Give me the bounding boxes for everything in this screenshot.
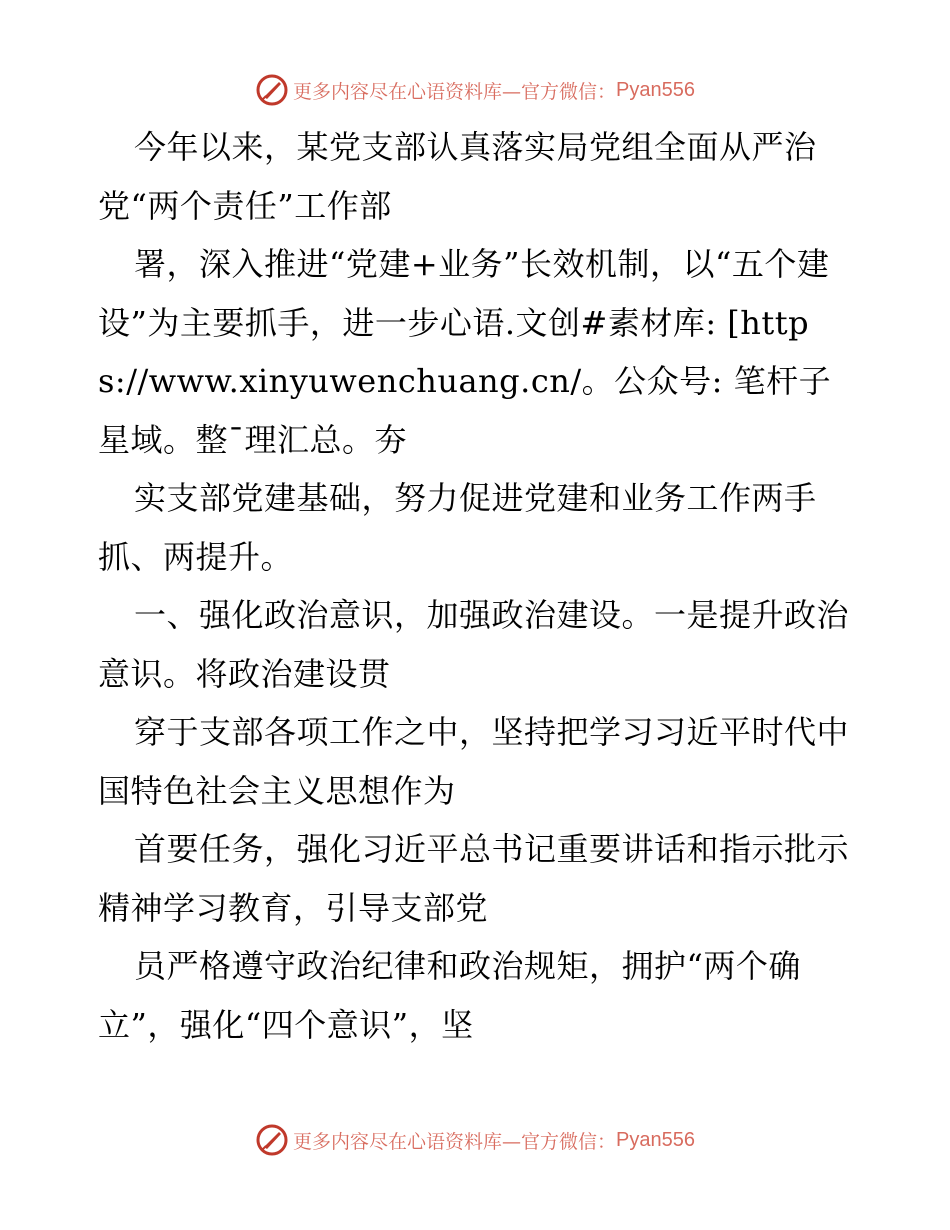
footer-wechat-id: Pyan556 [616, 1128, 695, 1151]
paragraph: 署，深入推进“党建+业务”长效机制，以“五个建设”为主要抓手，进一步心语.文创#素材库: [https://www.xinyuwenchuang.cn/。公众号: 笔杆子星域。整¯理汇总。夯 [98, 245, 832, 459]
paragraph: 今年以来，某党支部认真落实局党组全面从严治党“两个责任”工作部 [98, 128, 817, 225]
paragraph: 实支部党建基础，努力促进党建和业务工作两手抓、两提升。 [98, 479, 817, 576]
paragraph: 穿于支部各项工作之中，坚持把学习习近平时代中国特色社会主义思想作为 [98, 713, 850, 810]
paragraph: 员严格遵守政治纪律和政治规矩，拥护“两个确立”，强化“四个意识”，坚 [98, 947, 801, 1044]
document-body [98, 118, 858, 1054]
footer-banner-text: 更多内容尽在心语资料库—官方微信： [293, 1130, 617, 1153]
header-wechat-id: Pyan556 [616, 78, 695, 101]
paragraph: 一、强化政治意识，加强政治建设。一是提升政治意识。将政治建设贯 [98, 596, 850, 693]
header-watermark-banner [0, 70, 950, 110]
footer-watermark-banner [0, 1120, 950, 1160]
quill-logo-icon [255, 1123, 289, 1157]
header-banner-text: 更多内容尽在心语资料库—官方微信： [293, 80, 617, 103]
paragraph: 首要任务，强化习近平总书记重要讲话和指示批示精神学习教育，引导支部党 [98, 830, 850, 927]
quill-logo-icon [255, 73, 289, 107]
